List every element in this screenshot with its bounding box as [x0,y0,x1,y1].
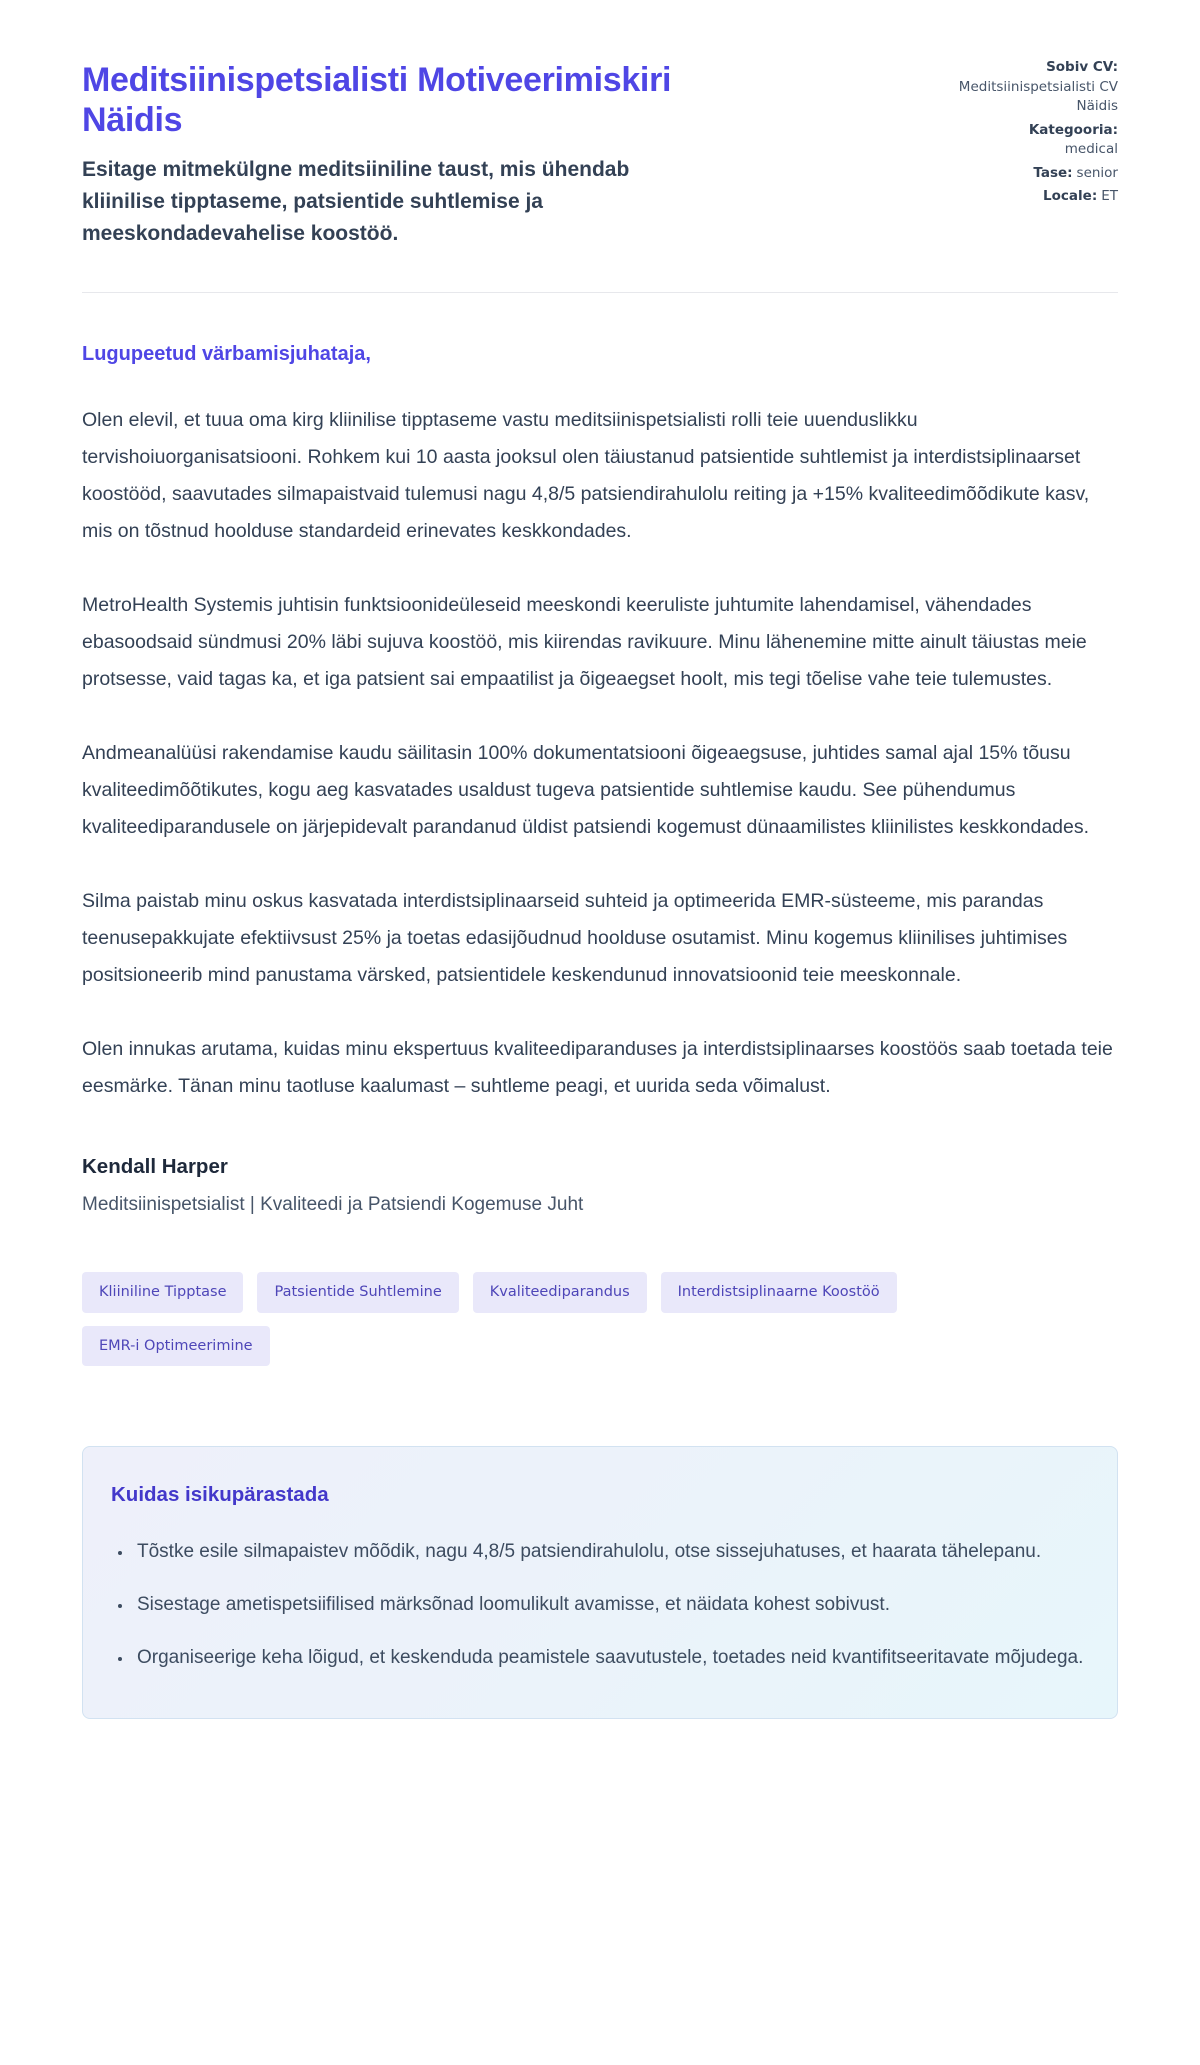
tip-item: • Sisestage ametispetsiifilised märksõnad loomulikult avamisse, et näidata kohest sobivust. [133,1586,1087,1623]
letter-paragraph: Andmeanalüüsi rakendamise kaudu säilitasin 100% dokumentatsiooni õigeaegsuse, juhtides samal ajal 15% tõusu kvaliteedimõõtikutes, kogu aeg kasvatades usaldust tugeva patsientide suhtlemise kaudu. See pühendumus kvaliteediparandusele on järjepidevalt parandanud üldist patsiendi kogemust dünaamilistes kliinilistes keskkondades. [82,742,1090,838]
skill-tag: Kliiniline Tipptase [82,1272,243,1313]
letter-paragraph: Silma paistab minu oskus kasvatada interdistsiplinaarseid suhteid ja optimeerida EMR-süsteeme, mis parandas teenusepakkujate efektiivsust 25% ja toetas edasijõudnud hoolduse osutamist. Minu kogemus kliinilises juhtimises positsioneerib mind panustama värsked, patsientidele keskendunud innovatsioonid teie meeskonnale. [82,890,1068,986]
letter-signature [82,1155,1118,1216]
meta-row [938,121,1118,160]
letter-salutation: Lugupeetud värbamisjuhataja, [82,343,371,365]
document-meta [938,58,1118,211]
meta-row [938,164,1118,184]
skill-tags [82,1272,962,1366]
meta-label: Kategooria: [1028,121,1118,138]
personalization-tips-box [82,1446,1118,1719]
meta-row [938,58,1118,117]
tips-list [109,1533,1087,1676]
skill-tag: Patsientide Suhtlemine [257,1272,458,1313]
skill-tag: EMR-i Optimeerimine [82,1326,270,1367]
letter-body [82,402,1118,1105]
header-divider [82,292,1118,293]
letter-paragraph: Olen innukas arutama, kuidas minu ekspertuus kvaliteediparanduses ja interdistsiplinaarses koostöös saab toetada teie eesmärke. Tänan minu taotluse kaalumast – suhtleme peagi, et uurida seda võimalust. [82,1038,1113,1097]
meta-value: ET [1101,188,1118,205]
letter-content [82,343,1118,1216]
page-subtitle: Esitage mitmekülgne meditsiiniline taust, mis ühendab kliinilise tipptaseme, patsientide suhtlemise ja meeskondadevahelise koostöö. [82,158,630,245]
letter-paragraph: Olen elevil, et tuua oma kirg kliinilise tipptaseme vastu meditsiinispetsialisti rolli teie uuenduslikku tervishoiuorganisatsiooni. Rohkem kui 10 aasta jooksul olen täiustanud patsientide suhtlemist ja interdistsiplinaarset koostööd, saavutades silmapaistvaid tulemusi nagu 4,8/5 patsiendirahulolu reiting ja +15% kvaliteedimõõdikute kasv, mis on tõstnud hoolduse standardeid erinevates keskkondades. [82,409,1090,542]
skill-tag: Interdistsiplinaarne Koostöö [661,1272,897,1313]
meta-label: Sobiv CV: [1046,59,1118,75]
meta-value: medical [1064,141,1118,158]
meta-value: Meditsiinispetsialisti CV Näidis [958,78,1118,115]
header-title-block [82,52,722,250]
skill-tag: Kvaliteediparandus [473,1272,647,1313]
page-header [82,52,1118,250]
meta-row [938,187,1118,207]
signature-role: Meditsiinispetsialist | Kvaliteedi ja Patsiendi Kogemuse Juht [82,1194,584,1215]
meta-value: senior [1076,164,1118,181]
signature-name: Kendall Harper [82,1155,228,1178]
tip-item: • Organiseerige keha lõigud, et keskenduda peamistele saavutustele, toetades neid kvantifitseeritavate mõjudega. [133,1639,1087,1676]
letter-paragraph: MetroHealth Systemis juhtisin funktsioonideüleseid meeskondi keeruliste juhtumite lahendamisel, vähendades ebasoodsaid sündmusi 20% läbi sujuva koostöö, mis kiirendas ravikuure. Minu lähenemine mitte ainult täiustas meie protsesse, vaid tagas ka, et iga patsient sai empaatilist ja õigeaegset hoolt, mis tegi tõelise vahe teie tulemustes. [82,594,1087,690]
tip-item: • Tõstke esile silmapaistev mõõdik, nagu 4,8/5 patsiendirahulolu, otse sissejuhatuses, et haarata tähelepanu. [133,1533,1087,1570]
tips-heading: Kuidas isikupärastada [111,1483,329,1506]
page-title: Meditsiinispetsialisti Motiveerimiskiri Näidis [82,61,672,139]
meta-label: Tase: [1033,164,1073,181]
meta-label: Locale: [1043,188,1098,205]
